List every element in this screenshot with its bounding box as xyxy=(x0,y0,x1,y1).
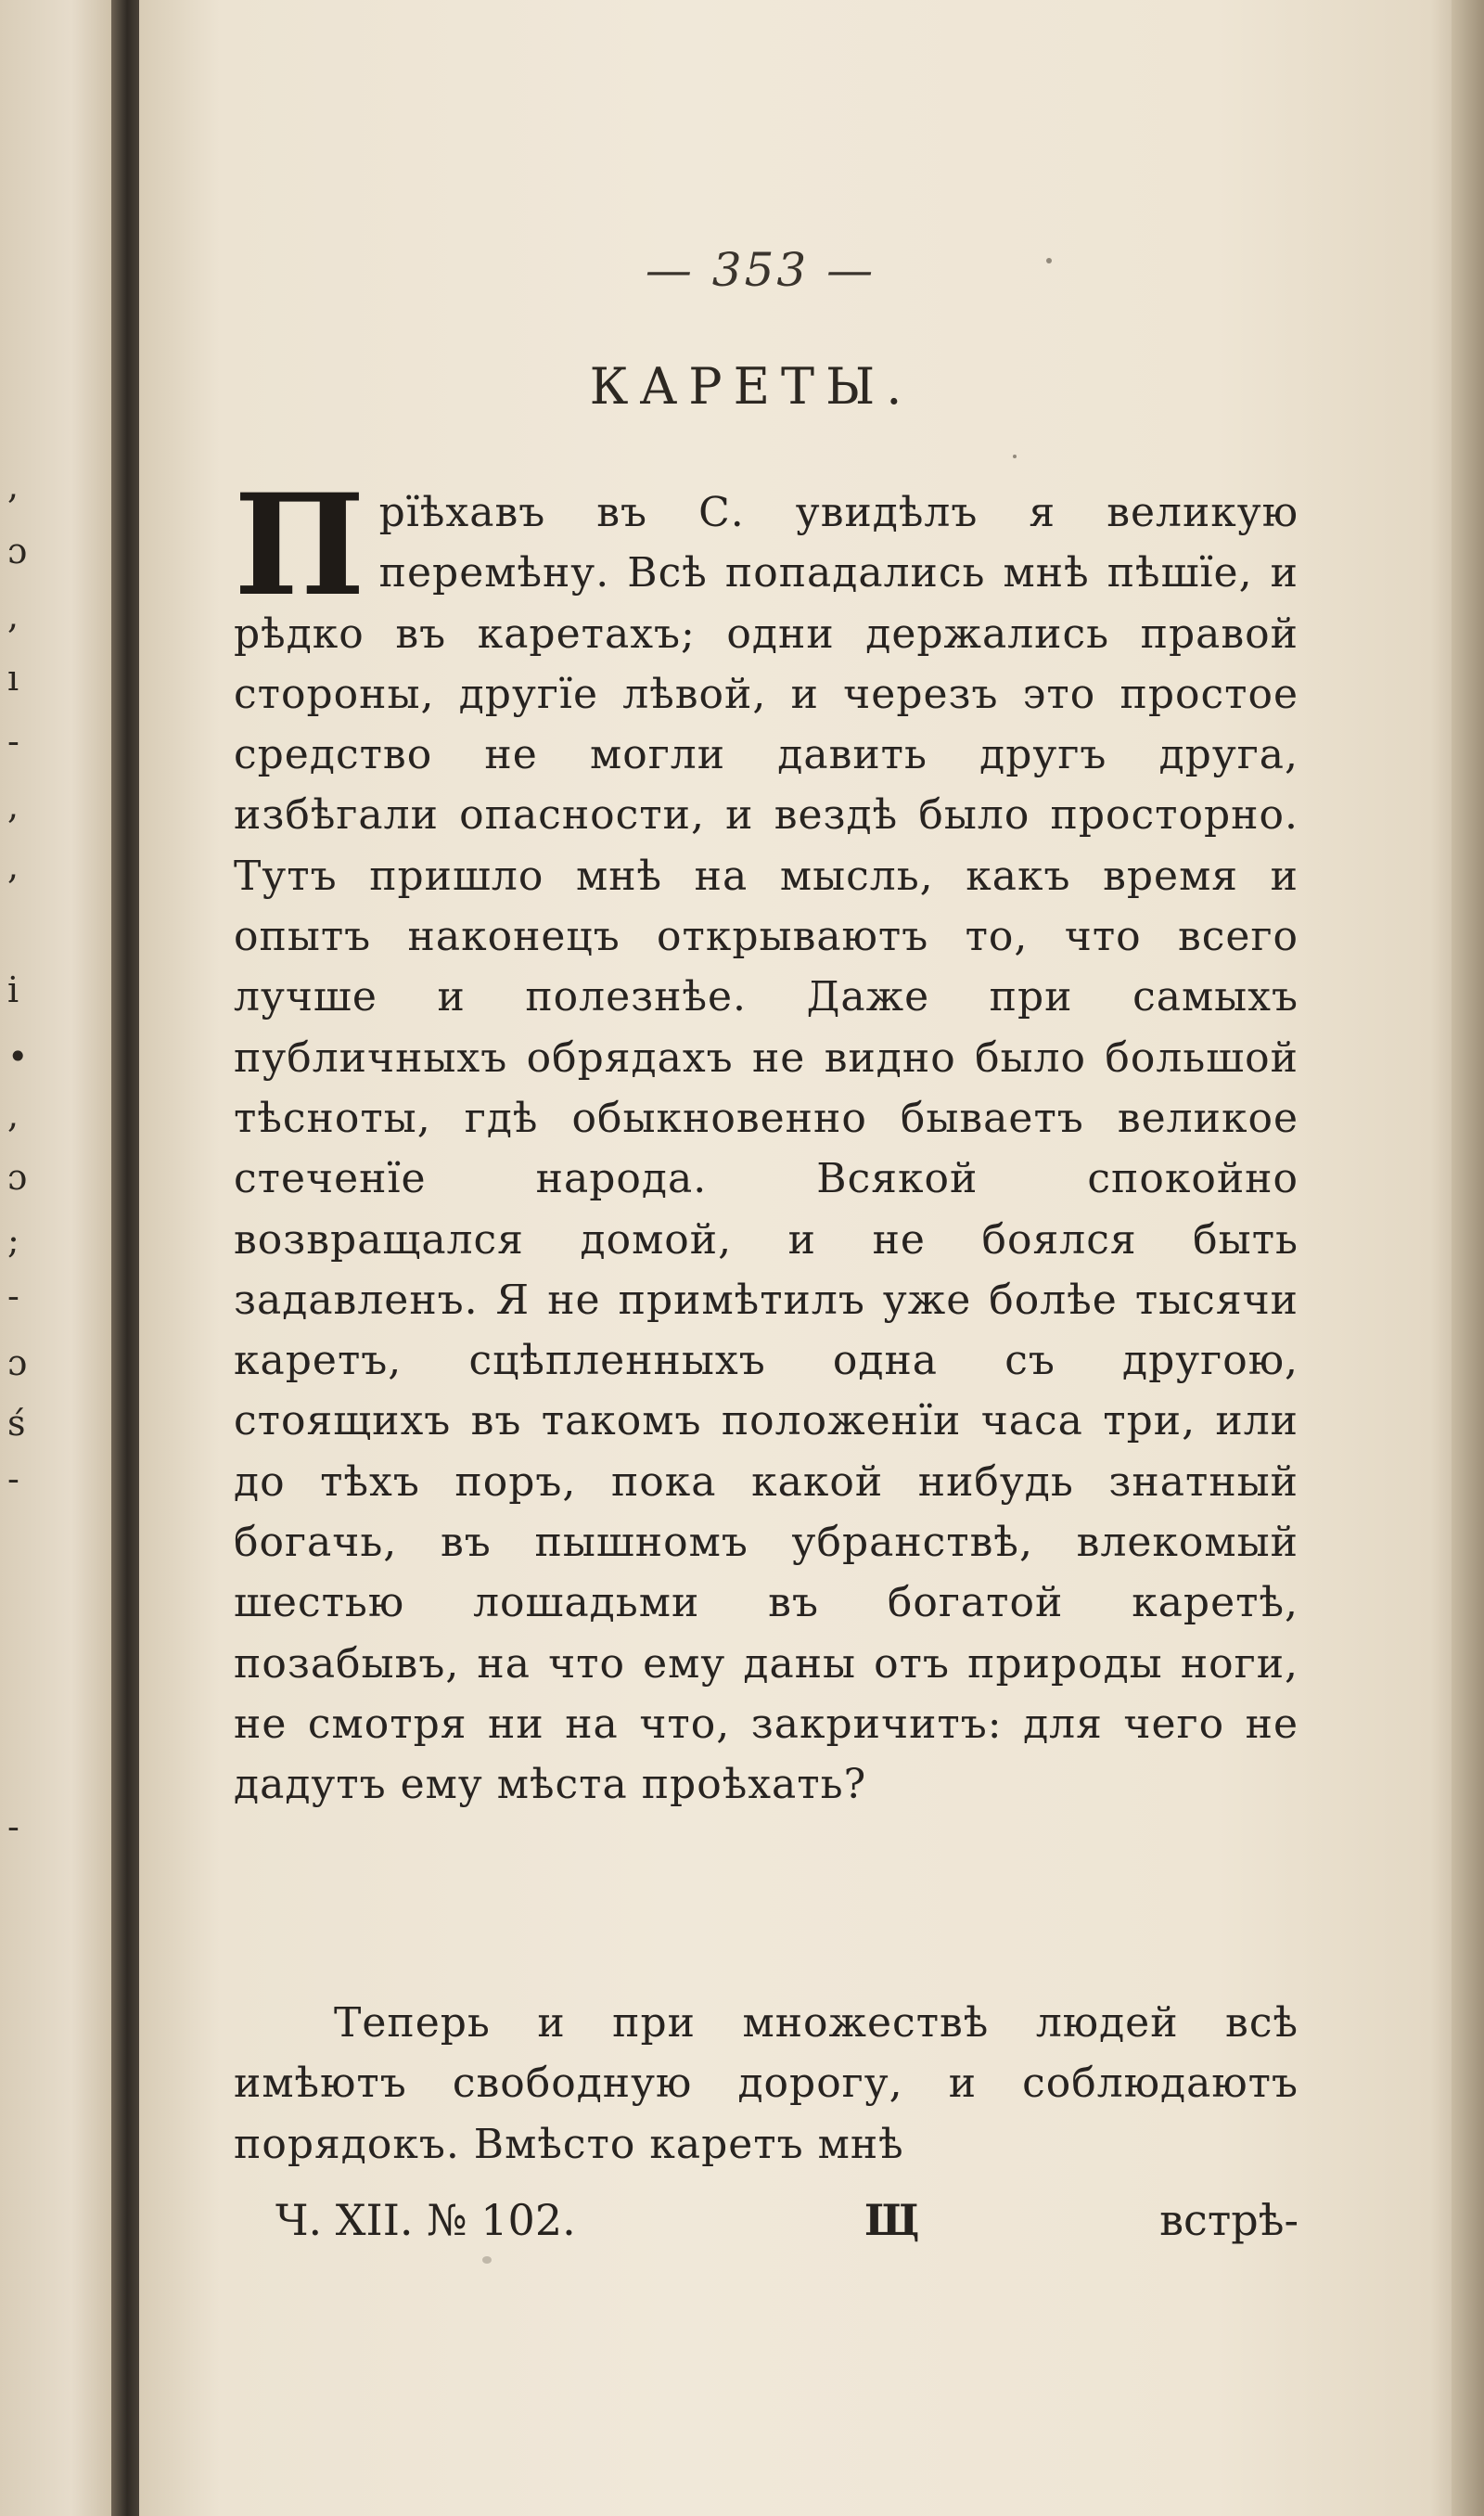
page-number: — 353 — xyxy=(645,243,876,297)
catchword: встрѣ- xyxy=(1159,2195,1298,2245)
paragraph-1 xyxy=(234,464,1298,1816)
left-mark: i xyxy=(7,969,19,1010)
left-mark: ; xyxy=(7,1220,19,1261)
left-mark: , xyxy=(7,846,19,887)
left-mark: , xyxy=(7,466,19,507)
page-footer xyxy=(234,2195,1298,2260)
article-title: КАРЕТЫ. xyxy=(589,357,914,416)
left-mark: - xyxy=(7,721,19,762)
drop-cap: П xyxy=(234,464,366,627)
left-mark: , xyxy=(7,596,19,636)
paragraph-2: Теперь и при множествѣ людей всѣ имѣютъ свободную дорогу, и соблюдаютъ порядокъ. Вмѣсто каретъ мнѣ xyxy=(234,1999,1298,2168)
left-mark: ɔ xyxy=(7,1157,28,1198)
paragraph-1-text: рїѣхавъ въ С. увидѣлъ я великую перемѣну. Всѣ попадались мнѣ пѣшїе, и рѣдко въ каретахъ; одни держались правой стороны, другїе лѣвой, и черезъ это простое средство не могли давить другъ друга, избѣгали опасности, и вездѣ было просторно. Тутъ пришло мнѣ на мысль, какъ время и опытъ наконецъ открываютъ то, что всего лучше и полезнѣе. Даже при самыхъ публичныхъ обрядахъ не видно было большой тѣсноты, гдѣ обыкновенно бываетъ великое стеченїе народа. Всякой спокойно возвращался домой, и не боялся быть задавленъ. Я не примѣтилъ уже болѣе тысячи каретъ, сцѣпленныхъ одна съ другою, стоящихъ въ такомъ положенїи часа три, или до тѣхъ поръ, пока какой нибудь знатный богачь, въ пышномъ убранствѣ, влекомый шестью лошадьми въ богатой каретѣ, позабывъ, на что ему даны отъ природы ноги, не смотря ни на что, закричитъ: для чего не дадутъ ему мѣста проѣхать? xyxy=(234,489,1298,1809)
left-mark: • xyxy=(7,1036,29,1077)
left-mark: - xyxy=(7,1458,19,1499)
left-mark: ś xyxy=(7,1403,26,1444)
left-mark: ɔ xyxy=(7,1342,28,1383)
left-mark: , xyxy=(7,786,19,827)
right-page-edge xyxy=(1452,0,1484,2516)
signature-line: Ч. XII. № 102. xyxy=(275,2195,576,2245)
left-page-margin-marks xyxy=(0,0,37,2516)
left-mark: ı xyxy=(7,658,19,699)
gathering-mark: Щ xyxy=(864,2195,920,2245)
left-mark: - xyxy=(7,1276,19,1316)
left-mark: - xyxy=(7,1806,19,1847)
left-mark: , xyxy=(7,1095,19,1136)
left-mark: ɔ xyxy=(7,531,28,571)
